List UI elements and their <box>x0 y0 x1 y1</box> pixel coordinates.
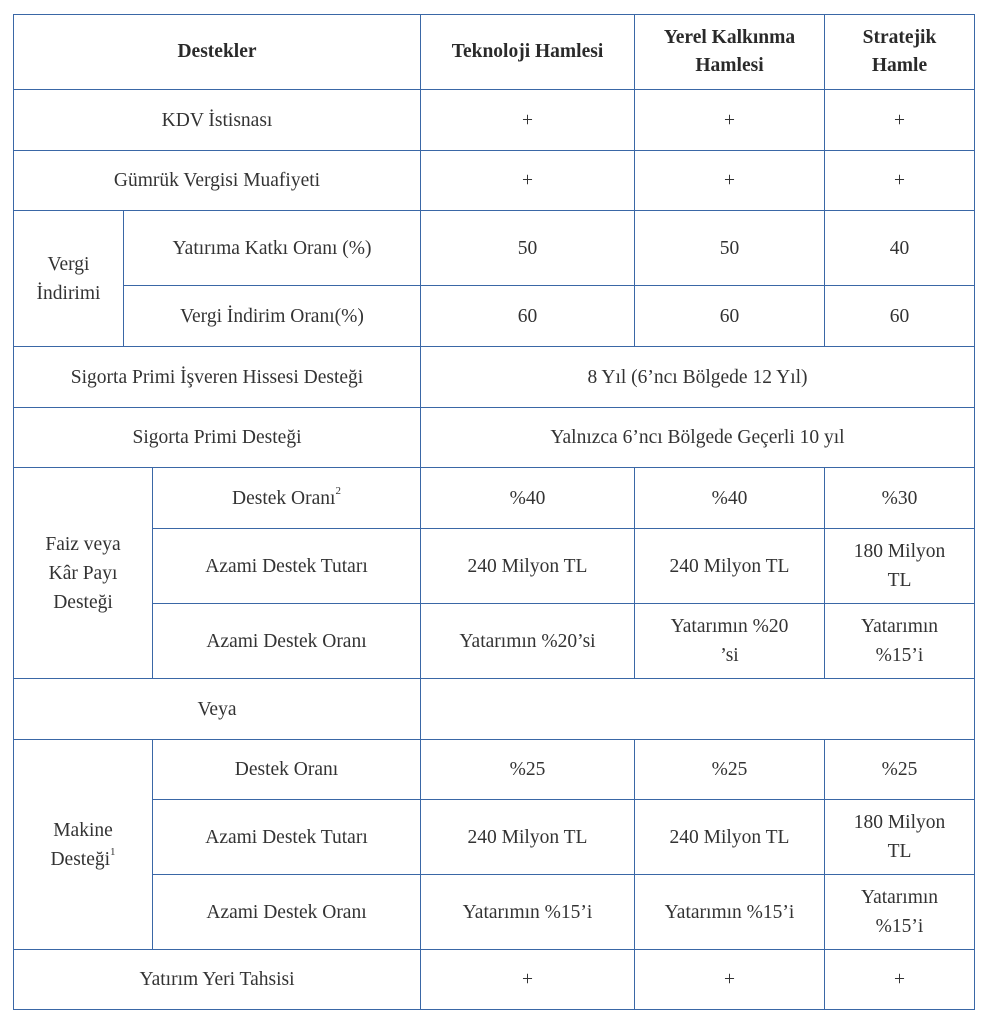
cell: 240 Milyon TL <box>635 800 825 875</box>
cell: + <box>635 950 825 1010</box>
cell: Yatarımın %20 ’si <box>635 604 825 679</box>
cell: 180 Milyon TL <box>825 529 975 604</box>
support-table <box>13 14 975 1010</box>
cell: Yatarımın %20’si <box>421 604 635 679</box>
header-supports: Destekler <box>14 15 421 90</box>
row-label-azami-destek-tutari: Azami Destek Tutarı <box>153 529 421 604</box>
cell: 240 Milyon TL <box>421 800 635 875</box>
cell: %40 <box>635 468 825 529</box>
row-label-sigorta: Sigorta Primi Desteği <box>14 408 421 468</box>
row-label-azami-destek-orani: Azami Destek Oranı <box>153 604 421 679</box>
table-row <box>14 679 975 740</box>
cell: + <box>825 950 975 1010</box>
cell: 50 <box>421 211 635 286</box>
footnote-marker: 1 <box>110 846 116 858</box>
table-row <box>14 90 975 151</box>
cell: Yatarımın %15’i <box>421 875 635 950</box>
table-row <box>14 468 975 529</box>
table-row <box>14 408 975 468</box>
header-stratejik-hamle: Stratejik Hamle <box>825 15 975 90</box>
cell-merged: 8 Yıl (6’ncı Bölgede 12 Yıl) <box>421 347 975 408</box>
row-label-azami-destek-tutari: Azami Destek Tutarı <box>153 800 421 875</box>
table-row <box>14 800 975 875</box>
group-label-text: Makine Desteği <box>50 819 113 870</box>
cell: %40 <box>421 468 635 529</box>
cell: Yatarımın %15’i <box>635 875 825 950</box>
row-label-veya: Veya <box>14 679 421 740</box>
row-label-yatirim-yeri: Yatırım Yeri Tahsisi <box>14 950 421 1010</box>
cell: + <box>421 90 635 151</box>
header-teknoloji-hamlesi: Teknoloji Hamlesi <box>421 15 635 90</box>
cell: 240 Milyon TL <box>635 529 825 604</box>
group-label-makine-destegi <box>14 740 153 950</box>
cell: 60 <box>635 286 825 347</box>
cell: 60 <box>421 286 635 347</box>
group-label-vergi-indirimi: Vergi İndirimi <box>14 211 124 347</box>
table-row <box>14 740 975 800</box>
cell: + <box>825 90 975 151</box>
row-label-text: Destek Oranı <box>232 487 336 509</box>
row-label-vergi-indirim-orani: Vergi İndirim Oranı(%) <box>124 286 421 347</box>
row-label-destek-orani <box>153 468 421 529</box>
table-row <box>14 875 975 950</box>
footnote-marker: 2 <box>335 485 341 497</box>
cell: + <box>421 151 635 211</box>
row-label-sigorta-isveren: Sigorta Primi İşveren Hissesi Desteği <box>14 347 421 408</box>
cell: + <box>635 90 825 151</box>
row-label-gumruk: Gümrük Vergisi Muafiyeti <box>14 151 421 211</box>
header-row <box>14 15 975 90</box>
row-label-azami-destek-orani: Azami Destek Oranı <box>153 875 421 950</box>
cell: %25 <box>635 740 825 800</box>
table-row <box>14 950 975 1010</box>
row-label-yatirima-katki: Yatırıma Katkı Oranı (%) <box>124 211 421 286</box>
table-row <box>14 347 975 408</box>
cell: 180 Milyon TL <box>825 800 975 875</box>
cell: 240 Milyon TL <box>421 529 635 604</box>
cell: + <box>635 151 825 211</box>
cell: + <box>825 151 975 211</box>
cell: %25 <box>825 740 975 800</box>
cell: Yatarımın %15’i <box>825 875 975 950</box>
cell: 60 <box>825 286 975 347</box>
row-label-kdv: KDV İstisnası <box>14 90 421 151</box>
table-row <box>14 529 975 604</box>
header-yerel-kalkinma-hamlesi: Yerel Kalkınma Hamlesi <box>635 15 825 90</box>
table-row <box>14 151 975 211</box>
group-label-faiz-kar-payi: Faiz veya Kâr Payı Desteği <box>14 468 153 679</box>
cell: %25 <box>421 740 635 800</box>
table-row <box>14 286 975 347</box>
cell: + <box>421 950 635 1010</box>
cell: 50 <box>635 211 825 286</box>
table-row <box>14 604 975 679</box>
table-row <box>14 211 975 286</box>
row-label-destek-orani: Destek Oranı <box>153 740 421 800</box>
cell: %30 <box>825 468 975 529</box>
cell-merged: Yalnızca 6’ncı Bölgede Geçerli 10 yıl <box>421 408 975 468</box>
cell: 40 <box>825 211 975 286</box>
cell-merged-empty <box>421 679 975 740</box>
cell: Yatarımın %15’i <box>825 604 975 679</box>
